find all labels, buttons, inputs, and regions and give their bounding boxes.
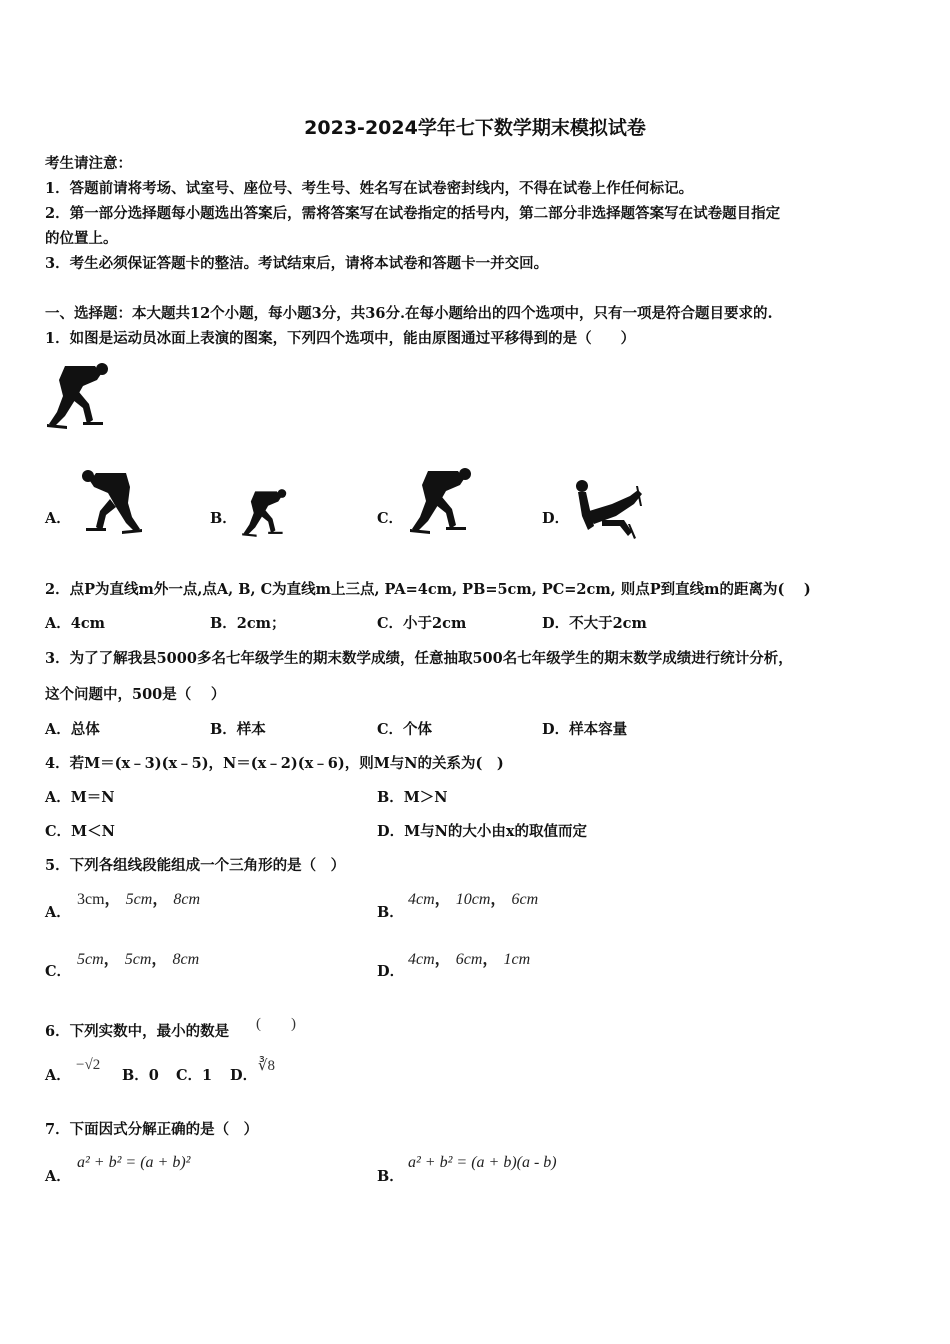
q1-option-c-label[interactable]: C． bbox=[377, 510, 404, 527]
q7-option-b-label[interactable]: B． bbox=[377, 1168, 404, 1185]
q2-option-d[interactable]: D．不大于2cm bbox=[542, 615, 647, 632]
q6-option-c[interactable]: C．1 bbox=[176, 1067, 213, 1084]
q3-option-d[interactable]: D．样本容量 bbox=[542, 721, 628, 738]
skater-option-d-image bbox=[572, 476, 644, 542]
q7-stem: 7．下面因式分解正确的是（ ） bbox=[45, 1121, 259, 1138]
q4-option-a[interactable]: A．M＝N bbox=[45, 789, 115, 806]
q5-option-b-label[interactable]: B． bbox=[377, 904, 404, 921]
skater-option-b-image bbox=[240, 487, 292, 539]
q5-option-d-label[interactable]: D． bbox=[377, 963, 405, 980]
q3-option-b[interactable]: B．样本 bbox=[210, 721, 266, 738]
notice-heading: 考生请注意： bbox=[45, 155, 132, 172]
q5-c-value-3: 8cm bbox=[172, 951, 200, 968]
q5-option-d-values: 4cm， 6cm， 1cm bbox=[408, 951, 531, 968]
q6-option-d-value: ∛8 bbox=[258, 1058, 276, 1074]
q6-option-a-label[interactable]: A． bbox=[45, 1067, 71, 1084]
skater-original-image bbox=[45, 360, 115, 432]
q7-option-b-expression: a² + b² = (a + b)(a - b) bbox=[408, 1154, 557, 1171]
q4-option-b[interactable]: B．M＞N bbox=[377, 789, 448, 806]
notice-line-2a: 2．第一部分选择题每小题选出答案后，需将答案写在试卷指定的括号内，第二部分非选择题答案写在试卷题目指定 bbox=[45, 205, 781, 222]
q5-option-a-values: 3cm， 5cm， 8cm bbox=[77, 891, 201, 908]
q4-option-c[interactable]: C．M＜N bbox=[45, 823, 115, 840]
notice-line-2b: 的位置上。 bbox=[45, 230, 118, 247]
q5-option-c-label[interactable]: C． bbox=[45, 963, 72, 980]
q1-stem: 1．如图是运动员冰面上表演的图案，下列四个选项中，能由原图通过平移得到的是（ ） bbox=[45, 330, 636, 347]
q2-option-a[interactable]: A．4cm bbox=[45, 615, 106, 632]
q6-option-a-value: −√2 bbox=[76, 1057, 101, 1073]
q3-option-c[interactable]: C．个体 bbox=[377, 721, 433, 738]
q5-option-c-values: 5cm， 5cm， 8cm bbox=[77, 951, 200, 968]
q5-option-a-label[interactable]: A． bbox=[45, 904, 71, 921]
q3-stem-line-1: 3．为了了解我县5000多名七年级学生的期末数学成绩，任意抽取500名七年级学生的期末数学成绩进行统计分析， bbox=[45, 650, 793, 667]
q7-option-a-label[interactable]: A． bbox=[45, 1168, 71, 1185]
section-heading: 一、选择题：本大题共12个小题，每小题3分，共36分.在每小题给出的四个选项中，只有一项是符合题目要求的. bbox=[45, 305, 773, 322]
q1-option-b-label[interactable]: B． bbox=[210, 510, 237, 527]
q6-answer-blank: ( ) bbox=[256, 1016, 296, 1032]
q7-option-a-expression: a² + b² = (a + b)² bbox=[77, 1154, 191, 1171]
q3-stem-line-2: 这个问题中，500是（ ） bbox=[45, 686, 226, 703]
q6-option-b[interactable]: B．0 bbox=[122, 1067, 159, 1084]
skater-option-a-image bbox=[78, 467, 144, 537]
q5-b-value-1: 4cm bbox=[408, 891, 435, 908]
q5-d-value-3: 1cm bbox=[503, 951, 531, 968]
q2-option-b[interactable]: B．2cm； bbox=[210, 615, 286, 632]
q6-stem: 6．下列实数中，最小的数是 bbox=[45, 1023, 230, 1040]
q6-option-d-label[interactable]: D． bbox=[230, 1067, 258, 1084]
q5-d-value-1: 4cm bbox=[408, 951, 435, 968]
q5-stem: 5．下列各组线段能组成一个三角形的是（ ） bbox=[45, 857, 346, 874]
q5-a-value-2: 5cm bbox=[125, 891, 153, 908]
q1-option-a-label[interactable]: A． bbox=[45, 510, 71, 527]
q2-option-c[interactable]: C．小于2cm bbox=[377, 615, 467, 632]
q2-stem: 2．点P为直线m外一点,点A, B, C为直线m上三点, PA=4cm, PB=5cm, PC=2cm, 则点P到直线m的距离为( ) bbox=[45, 581, 811, 598]
q5-d-value-2: 6cm bbox=[455, 951, 483, 968]
q5-a-value-3: 8cm bbox=[173, 891, 201, 908]
q5-c-value-1: 5cm bbox=[77, 951, 104, 968]
notice-line-1: 1．答题前请将考场、试室号、座位号、考生号、姓名写在试卷密封线内，不得在试卷上作任何标记。 bbox=[45, 180, 694, 197]
q1-option-d-label[interactable]: D． bbox=[542, 510, 570, 527]
q3-option-a[interactable]: A．总体 bbox=[45, 721, 100, 738]
q5-a-value-1: 3cm bbox=[77, 891, 105, 908]
q5-option-b-values: 4cm， 10cm， 6cm bbox=[408, 891, 539, 908]
skater-option-c-image bbox=[408, 465, 478, 537]
q4-option-d[interactable]: D．M与N的大小由x的取值而定 bbox=[377, 823, 588, 840]
q4-stem: 4．若M＝(x﹣3)(x﹣5)，N＝(x﹣2)(x﹣6)，则M与N的关系为( ) bbox=[45, 755, 504, 772]
q5-c-value-2: 5cm bbox=[124, 951, 152, 968]
notice-line-3: 3．考生必须保证答题卡的整洁。考试结束后，请将本试卷和答题卡一并交回。 bbox=[45, 255, 549, 272]
page-title: 2023-2024学年七下数学期末模拟试卷 bbox=[304, 117, 646, 139]
q5-b-value-3: 6cm bbox=[511, 891, 539, 908]
q5-b-value-2: 10cm bbox=[455, 891, 491, 908]
